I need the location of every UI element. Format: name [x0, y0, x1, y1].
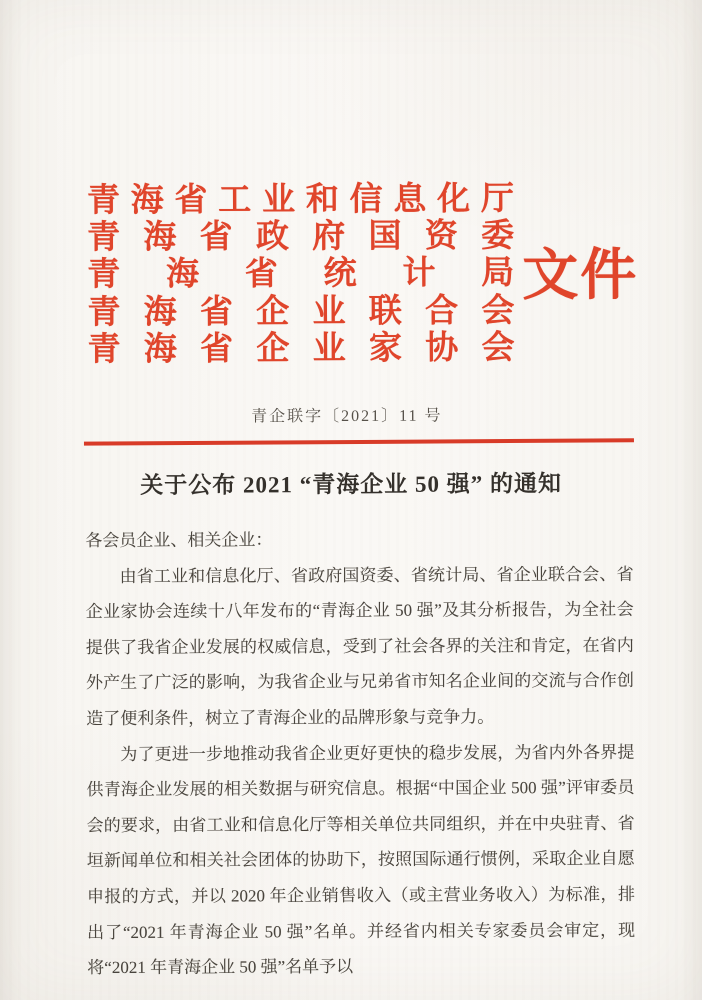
- letterhead: [87, 181, 515, 369]
- red-divider-line: [84, 438, 634, 445]
- issuer-line: 青海省统计局: [87, 255, 515, 294]
- document-body: [85, 521, 635, 986]
- issuer-line: 青海省企业联合会: [87, 292, 515, 331]
- issuer-line: 青海省工业和信息化厅: [86, 181, 514, 220]
- body-paragraph: 为了更进一步地推动我省企业更好更快的稳步发展，为省内外各界提供青海企业发展的相关数据与研究信息。根据“中国企业 500 强”评审委员会的要求，由省工业和信息化厅等相关单位共同组织，并在中央驻青、省垣新闻单位和相关社会团体的协助下，按照国际通行惯例，采取企业自愿申报的方式，并以 2020 年企业销售收入（或主营业务收入）为标准，排出了“2021 年青海企业 50 强”名单。并经省内相关专家委员会审定，现将“2021 年青海企业 50 强”名单予以: [86, 742, 636, 978]
- document-number: 青企联字〔2021〕11 号: [251, 407, 443, 426]
- salutation: 各会员企业、相关企业：: [85, 530, 273, 551]
- issuer-line: 青海省政府国资委: [86, 218, 515, 257]
- issuer-line: 青海省企业家协会: [87, 330, 515, 368]
- document-title: 关于公布 2021 “青海企业 50 强” 的通知: [140, 471, 563, 498]
- wenjian-label: 文件: [522, 244, 639, 308]
- body-paragraph: 由省工业和信息化厅、省政府国资委、省统计局、省企业联合会、省企业家协会连续十八年发布的“青海企业 50 强”及其分析报告，为全社会提供了我省企业发展的权威信息，受到了社会各界的关注和肯定，在省内外产生了广泛的影响，为我省企业与兄弟省市知名企业间的交流与合作创造了便利条件，树立了青海企业的品牌形象与竞争力。: [85, 564, 635, 729]
